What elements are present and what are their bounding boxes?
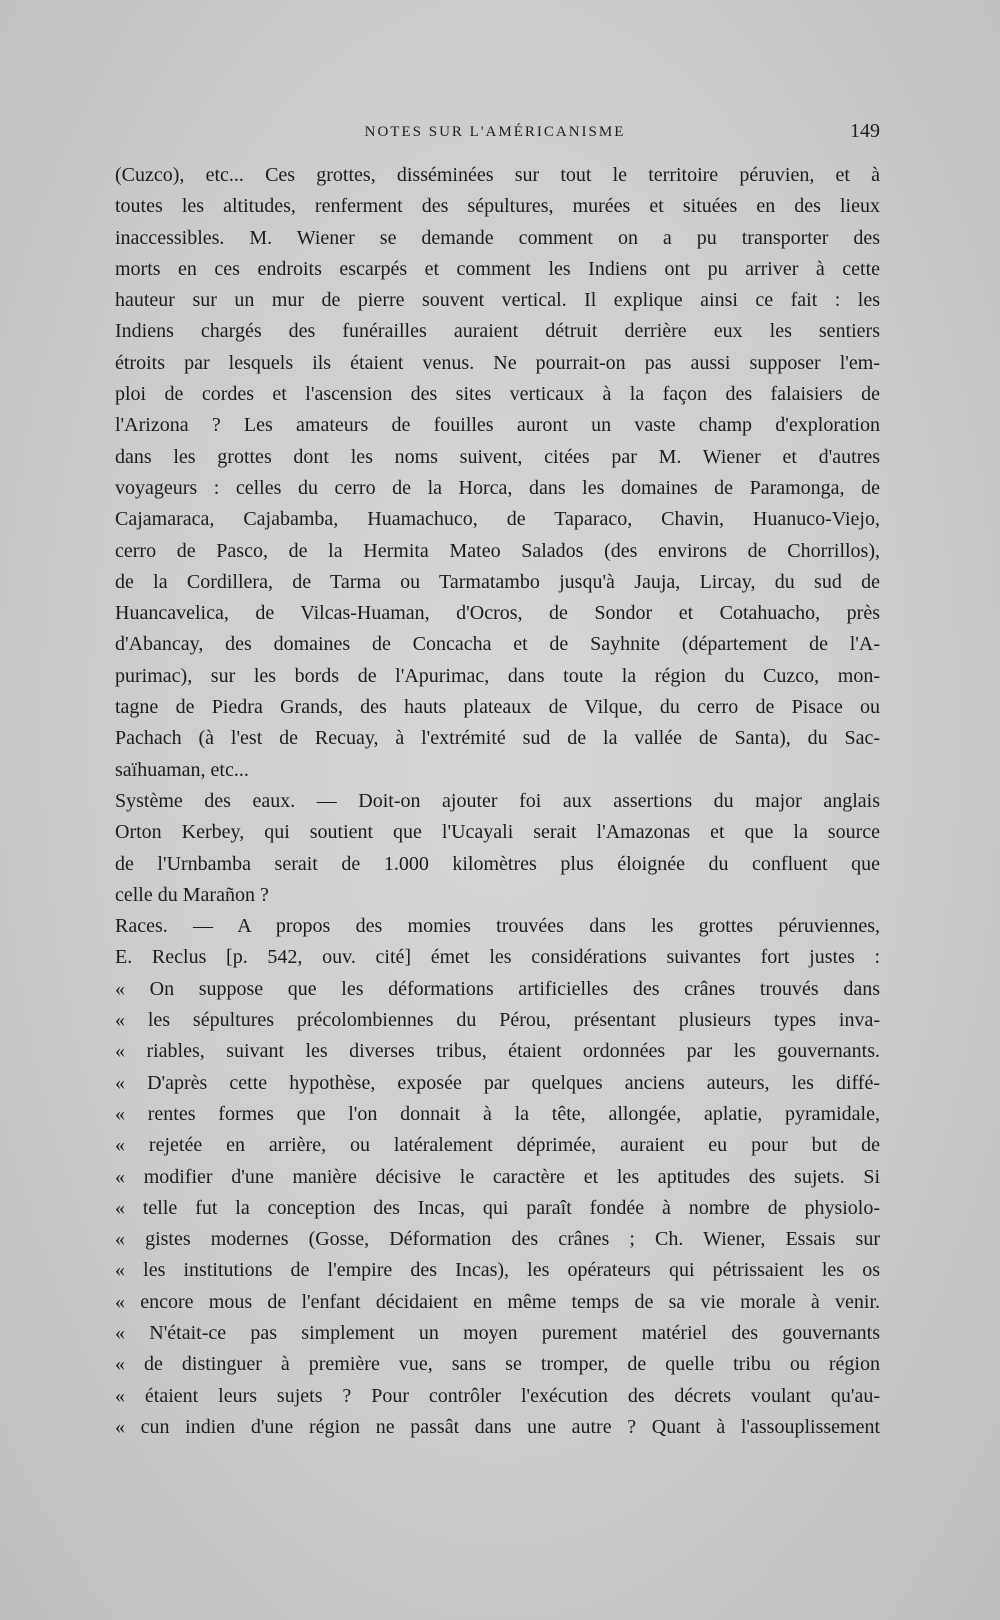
text-line: purimac), sur les bords de l'Apurimac, dans toute la région du Cuzco, mon- [115, 664, 880, 687]
text-line: E. Reclus [p. 542, ouv. cité] émet les considérations suivantes fort justes : [115, 946, 880, 969]
page-number: 149 [850, 120, 880, 142]
page-header [110, 120, 880, 148]
text-line: morts en ces endroits escarpés et comment les Indiens ont pu arriver à cette [115, 257, 880, 280]
quote-line: « N'était-ce pas simplement un moyen purement matériel des gouvernants [115, 1321, 880, 1344]
text-line: inaccessibles. M. Wiener se demande comment on a pu transporter des [115, 226, 880, 249]
text-line: celle du Marañon ? [115, 883, 269, 906]
text-line: tagne de Piedra Grands, des hauts plateaux de Vilque, du cerro de Pisace ou [115, 696, 880, 719]
quote-line: « telle fut la conception des Incas, qui paraît fondée à nombre de physiolo- [115, 1196, 880, 1219]
text-line: l'Arizona ? Les amateurs de fouilles auront un vaste champ d'exploration [115, 414, 880, 437]
text-line: Orton Kerbey, qui soutient que l'Ucayali serait l'Amazonas et que la source [115, 821, 880, 844]
quote-line: « de distinguer à première vue, sans se tromper, de quelle tribu ou région [115, 1353, 880, 1376]
section-line-races: Races. — A propos des momies trouvées dans les grottes péruviennes, [115, 915, 880, 938]
text-line: de l'Urnbamba serait de 1.000 kilomètres plus éloignée du confluent que [115, 852, 880, 875]
quote-line: « riables, suivant les diverses tribus, étaient ordonnées par les gouvernants. [115, 1040, 880, 1063]
text-line: ploi de cordes et l'ascension des sites verticaux à la façon des falaisiers de [115, 383, 880, 406]
text-line: d'Abancay, des domaines de Concacha et de Sayhnite (département de l'A- [115, 633, 880, 656]
text-line: étroits par lesquels ils étaient venus. Ne pourrait-on pas aussi supposer l'em- [115, 351, 880, 374]
quote-line: « cun indien d'une région ne passât dans une autre ? Quant à l'assouplissement [115, 1415, 880, 1438]
text-line: (Cuzco), etc... Ces grottes, disséminées sur tout le territoire péruvien, et à [115, 164, 880, 186]
text-line: Indiens chargés des funérailles auraient détruit derrière eux les sentiers [115, 320, 880, 343]
quote-line: « rentes formes que l'on donnait à la tête, allongée, aplatie, pyramidale, [115, 1102, 880, 1125]
quote-line: « encore mous de l'enfant décidaient en même temps de sa vie morale à venir. [115, 1290, 880, 1313]
text-line: saïhuaman, etc... [115, 758, 249, 781]
quote-line: « rejetée en arrière, ou latéralement déprimée, auraient eu pour but de [115, 1134, 880, 1157]
quote-line: « D'après cette hypothèse, exposée par quelques anciens auteurs, les diffé- [115, 1071, 880, 1094]
text-line: hauteur sur un mur de pierre souvent vertical. Il explique ainsi ce fait : les [115, 289, 880, 312]
quote-line: « modifier d'une manière décisive le caractère et les aptitudes des sujets. Si [115, 1165, 880, 1188]
text-line: toutes les altitudes, renferment des sépultures, murées et situées en des lieux [115, 195, 880, 218]
text-line: Pachach (à l'est de Recuay, à l'extrémité sud de la vallée de Santa), du Sac- [115, 727, 880, 750]
quote-line: « On suppose que les déformations artificielles des crânes trouvés dans [115, 977, 880, 1000]
quote-line: « les sépultures précolombiennes du Pérou, présentant plusieurs types inva- [115, 1009, 880, 1032]
text-line: cerro de Pasco, de la Hermita Mateo Salados (des environs de Chorrillos), [115, 539, 880, 562]
text-line: Cajamaraca, Cajabamba, Huamachuco, de Taparaco, Chavin, Huanuco-Viejo, [115, 508, 880, 531]
quote-line: « gistes modernes (Gosse, Déformation des crânes ; Ch. Wiener, Essais sur [115, 1228, 880, 1251]
text-line: dans les grottes dont les noms suivent, citées par M. Wiener et d'autres [115, 445, 880, 468]
body-text [115, 160, 880, 1443]
running-title: NOTES SUR L'AMÉRICANISME [364, 124, 626, 140]
text-line: Huancavelica, de Vilcas-Huaman, d'Ocros, de Sondor et Cotahuacho, près [115, 602, 880, 625]
section-line-systeme-des-eaux: Système des eaux. — Doit-on ajouter foi aux assertions du major anglais [115, 789, 880, 812]
quote-line: « les institutions de l'empire des Incas), les opérateurs qui pétrissaient les os [115, 1259, 880, 1282]
text-line: de la Cordillera, de Tarma ou Tarmatambo jusqu'à Jauja, Lircay, du sud de [115, 570, 880, 593]
text-line: voyageurs : celles du cerro de la Horca, dans les domaines de Paramonga, de [115, 476, 880, 499]
quote-line: « étaient leurs sujets ? Pour contrôler l'exécution des décrets voulant qu'au- [115, 1384, 880, 1407]
